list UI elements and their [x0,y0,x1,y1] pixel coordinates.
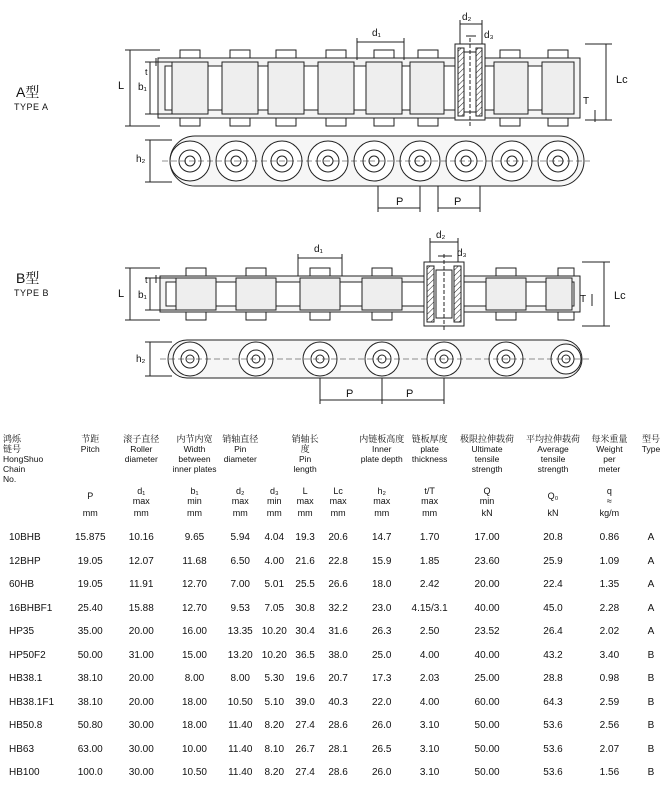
table-cell: 28.8 [543,673,563,685]
table-cell: 6.50 [230,555,250,567]
table-cell: 8.00 [184,673,205,685]
table-cell: 18.00 [181,720,207,732]
column-header-4 [222,434,258,484]
table-cell: 20.8 [543,532,563,544]
table-cell: 25.0 [372,649,392,661]
dim-b-L: L [118,288,125,300]
table-cell: HP35 [9,626,35,638]
column-header-cn: 极限拉伸载荷 [460,434,515,444]
table-cell: 5.01 [264,579,285,591]
table-cell: 10.50 [227,696,253,708]
column-header-cn: 内节内宽 [176,434,213,444]
table-cell: 19.6 [295,673,315,685]
dim-b-d2: d₂ [436,230,446,241]
table-cell: 1.56 [599,767,620,779]
column-header-en: Pitch [80,444,100,454]
table-cell: 35.00 [77,626,103,638]
table-cell: 0.98 [599,673,620,685]
table-cell: HB63 [9,743,35,755]
table-cell: 40.00 [474,602,500,614]
type-b-front-view [145,340,590,404]
table-cell: 14.7 [372,532,392,544]
type-b-subtitle: TYPE B [14,288,50,298]
column-unit: mm [330,508,346,518]
column-header-en: Roller diameter [124,444,158,464]
table-cell: 23.0 [372,602,392,614]
column-header-en: HongShuo Chain No. [3,454,44,484]
table-cell: 23.52 [474,626,500,638]
table-cell: 4.15/3.1 [411,602,448,614]
symbol-row [3,484,667,508]
column-symbol: b₁ min [187,486,202,506]
table-row [3,667,667,691]
table-cell: 22.0 [372,696,392,708]
table-cell: B [647,767,655,779]
column-header-en: Type [641,444,661,454]
column-header-cn: 销轴长度 [291,434,319,454]
table-cell: 21.6 [295,555,315,567]
column-symbol [635,484,667,508]
column-symbol: Lc max [329,486,347,506]
column-unit: mm [297,508,313,518]
table-cell: 10.20 [261,626,287,638]
column-header-5 [258,434,290,484]
table-cell: 1.09 [599,555,620,567]
table-cell: B [647,649,655,661]
table-cell: 43.2 [543,649,563,661]
column-unit: mm [133,508,149,518]
dim-a-d1: d₁ [372,28,381,39]
column-header-9 [407,434,452,484]
table-cell: 64.3 [543,696,563,708]
table-cell: 1.85 [419,555,440,567]
column-symbol: d₃ min [267,486,282,506]
table-cell: 2.28 [599,602,620,614]
table-cell: 5.30 [264,673,285,685]
dim-a-Lc: Lc [616,74,628,86]
column-header-2 [116,434,167,484]
table-cell: 50.00 [474,743,500,755]
table-cell: 26.0 [372,720,392,732]
table-cell: 15.9 [372,555,392,567]
table-cell: 19.3 [295,532,315,544]
column-symbol [3,484,65,508]
table-cell: 39.0 [295,696,315,708]
table-cell: 4.00 [264,555,285,567]
table-row [3,597,667,621]
table-cell: 15.88 [128,602,154,614]
dim-a-L: L [118,80,125,92]
table-cell: B [647,696,655,708]
dim-a-t: t [145,67,148,77]
column-header-en: Ultimate tensile strength [471,444,503,474]
column-header-cn: 平均拉伸载荷 [526,434,581,444]
table-cell: 22.8 [328,555,348,567]
column-symbol: q ≈ [606,486,612,506]
table-cell: 25.40 [77,602,103,614]
table-row [3,550,667,574]
column-symbol: P [87,491,94,501]
table-cell: 31.00 [128,649,154,661]
column-unit: mm [422,508,438,518]
dim-b-T: T [580,294,587,305]
table-cell: 22.4 [543,579,563,591]
table-cell: A [647,626,655,638]
table-cell: 5.94 [230,532,250,544]
table-cell: 4.00 [419,649,440,661]
table-row [3,691,667,715]
table-cell: HB50.8 [9,720,43,732]
table-cell: 5.10 [264,696,285,708]
table-cell: 20.7 [328,673,348,685]
table-cell: HB38.1 [9,673,43,685]
table-cell: 9.65 [184,532,205,544]
table-cell: 50.00 [474,767,500,779]
table-cell: 53.6 [543,767,563,779]
table-cell: 15.00 [181,649,207,661]
table-cell: 2.56 [599,720,620,732]
table-cell: 1.70 [419,532,440,544]
table-cell: 28.1 [328,743,348,755]
table-cell: 2.59 [599,696,620,708]
table-cell: B [647,743,655,755]
table-cell: 40.00 [474,649,500,661]
column-header-13 [635,434,667,484]
column-symbol: Q min [479,486,495,506]
table-cell: A [647,579,655,591]
table-cell: 50.00 [474,720,500,732]
table-cell: 13.35 [227,626,253,638]
type-a-subtitle: TYPE A [14,102,49,112]
table-cell: 30.00 [128,720,154,732]
table-cell: 19.05 [77,555,103,567]
table-cell: 28.6 [328,767,348,779]
table-cell: 3.40 [599,649,620,661]
column-header-cn: 销轴直径 [222,434,259,444]
table-cell: 100.0 [77,767,103,779]
column-unit [3,508,65,526]
table-cell: 2.02 [599,626,620,638]
table-cell: 53.6 [543,743,563,755]
column-header-7 [320,434,356,484]
table-cell: 28.6 [328,720,348,732]
table-cell: 8.20 [264,767,285,779]
column-header-cn: 型号 [641,434,660,444]
table-cell: 26.3 [372,626,392,638]
column-unit [635,508,667,526]
table-cell: 10.16 [128,532,154,544]
column-symbol: L max [296,486,314,506]
dim-b-d1: d₁ [314,244,323,255]
table-cell: 16.00 [181,626,207,638]
column-header-cn: 滚子直径 [123,434,160,444]
table-cell: 11.68 [182,555,207,567]
table-cell: 25.9 [543,555,563,567]
column-header-en: Inner plate depth [360,444,403,464]
table-cell: 13.20 [227,649,253,661]
table-cell: 27.4 [295,720,315,732]
column-header-0 [3,434,65,484]
dim-a-P1: P [396,196,404,208]
table-cell: 32.2 [328,602,348,614]
table-cell: 3.10 [419,720,440,732]
table-cell: 3.10 [419,767,440,779]
table-cell: 11.40 [228,743,253,755]
table-row [3,644,667,668]
column-header-en: Pin diameter [223,444,257,464]
table-cell: 26.7 [295,743,315,755]
column-header-cn: 每米重量 [591,434,628,444]
table-cell: 31.6 [328,626,348,638]
table-cell: 12BHP [9,555,41,567]
table-cell: 2.07 [599,743,620,755]
column-unit: mm [232,508,248,518]
column-header-en: Pin length [293,454,317,474]
type-b-title: B型 [16,270,40,286]
table-cell: 45.0 [543,602,563,614]
column-unit: mm [266,508,282,518]
table-cell: 38.0 [328,649,348,661]
table-cell: 30.00 [128,743,154,755]
table-cell: 19.05 [77,579,103,591]
column-header-cn: 鸿烁 链号 [3,434,22,454]
table-cell: 53.6 [543,720,563,732]
table-row [3,714,667,738]
table-cell: HB38.1F1 [9,696,55,708]
dim-b-t: t [145,275,148,285]
table-cell: 18.0 [372,579,392,591]
column-unit: kN [481,508,493,518]
table-cell: 8.00 [230,673,250,685]
table-cell: 30.4 [295,626,315,638]
table-cell: 26.6 [328,579,348,591]
table-cell: 4.00 [419,696,440,708]
header-row [3,434,667,484]
table-cell: HB100 [9,767,40,779]
table-row [3,620,667,644]
table-cell: 7.05 [264,602,285,614]
table-cell: 15.875 [74,532,106,544]
table-cell: 20.00 [474,579,500,591]
table-cell: 60.00 [474,696,500,708]
column-symbol: d₁ max [132,486,150,506]
table-cell: 20.6 [328,532,348,544]
dim-a-P2: P [454,196,462,208]
table-cell: 20.00 [128,626,154,638]
table-cell: B [647,720,655,732]
table-cell: 18.00 [181,696,207,708]
column-header-en: Weight per meter [596,444,623,474]
type-b-side-view [125,238,610,332]
table-cell: 12.07 [128,555,154,567]
table-cell: 1.35 [599,579,620,591]
table-cell: 4.04 [264,532,285,544]
column-header-en: Width between inner plates [172,444,217,474]
column-header-en: plate thickness [411,444,448,464]
dim-a-T: T [583,96,590,107]
table-cell: 26.5 [372,743,392,755]
table-cell: 12.70 [181,579,207,591]
column-symbol: Q₀ [547,491,559,501]
table-cell: 50.00 [77,649,103,661]
table-row [3,738,667,762]
table-cell: 60HB [9,579,35,591]
column-header-11 [522,434,584,484]
table-cell: 10.50 [181,767,207,779]
column-unit: kN [547,508,559,518]
table-cell: 10.00 [181,743,207,755]
column-header-cn: 节距 [81,434,100,444]
table-cell: 30.8 [295,602,315,614]
table-cell: 26.0 [372,767,392,779]
table-cell: 11.40 [228,720,253,732]
dim-b-d3: d₃ [457,248,467,259]
table-cell: 2.42 [419,579,440,591]
table-cell: 38.10 [77,696,103,708]
table-cell: 11.91 [129,579,154,591]
column-header-3 [167,434,222,484]
column-symbol: d₂ max [231,486,249,506]
table-cell: 40.3 [328,696,348,708]
table-cell: 12.70 [181,602,207,614]
table-cell: 20.00 [128,696,154,708]
table-cell: 2.03 [419,673,440,685]
table-cell: 10.20 [261,649,287,661]
column-unit: kg/m [599,508,620,518]
dim-b-h2: h₂ [136,354,146,365]
table-cell: 27.4 [295,767,315,779]
table-cell: 17.00 [474,532,500,544]
table-cell: 25.00 [474,673,500,685]
table-cell: 9.53 [230,602,250,614]
table-cell: 20.00 [128,673,154,685]
dim-b-b1: b₁ [138,290,147,301]
table-cell: 36.5 [295,649,315,661]
table-row [3,573,667,597]
spec-table [3,434,667,785]
column-symbol: t/T max [421,486,439,506]
dim-b-P1: P [346,388,354,400]
type-a-front-view [145,136,590,212]
column-header-cn: 链板厚度 [411,434,448,444]
table-cell: 8.20 [264,720,285,732]
table-cell: 0.86 [599,532,620,544]
table-cell: 16BHBF1 [9,602,53,614]
column-header-10 [452,434,522,484]
table-cell: 30.00 [128,767,154,779]
column-header-12 [584,434,635,484]
column-unit: mm [374,508,390,518]
table-cell: 17.3 [372,673,392,685]
table-cell: HP50F2 [9,649,46,661]
table-cell: 2.50 [419,626,440,638]
table-row [3,761,667,785]
table-cell: 8.10 [264,743,285,755]
table-cell: 3.10 [419,743,440,755]
dim-b-Lc: Lc [614,290,626,302]
dim-a-h2: h₂ [136,154,146,165]
column-header-en: Average tensile strength [537,444,569,474]
column-symbol: h₂ max [373,486,391,506]
table-cell: 23.60 [474,555,500,567]
table-cell: 10BHB [9,532,41,544]
table-cell: A [647,602,655,614]
column-header-6 [290,434,320,484]
spec-table-body [3,526,667,785]
column-unit: mm [82,508,98,518]
table-cell: 63.00 [77,743,103,755]
column-header-cn: 内链板高度 [359,434,405,444]
table-cell: A [647,532,655,544]
column-header-8 [356,434,407,484]
table-cell: B [647,673,655,685]
dim-b-P2: P [406,388,414,400]
dim-a-d3: d₃ [484,30,494,41]
dim-a-b1: b₁ [138,82,147,93]
table-cell: 25.5 [295,579,315,591]
table-cell: A [647,555,655,567]
table-cell: 38.10 [77,673,103,685]
column-header-1 [65,434,116,484]
dim-a-d2: d₂ [462,12,472,23]
table-row [3,526,667,550]
table-cell: 7.00 [230,579,250,591]
table-cell: 26.4 [543,626,563,638]
type-a-side-view [125,20,612,128]
table-cell: 11.40 [228,767,253,779]
type-a-title: A型 [16,84,40,100]
column-unit: mm [186,508,202,518]
table-cell: 50.80 [77,720,103,732]
unit-row [3,508,667,526]
